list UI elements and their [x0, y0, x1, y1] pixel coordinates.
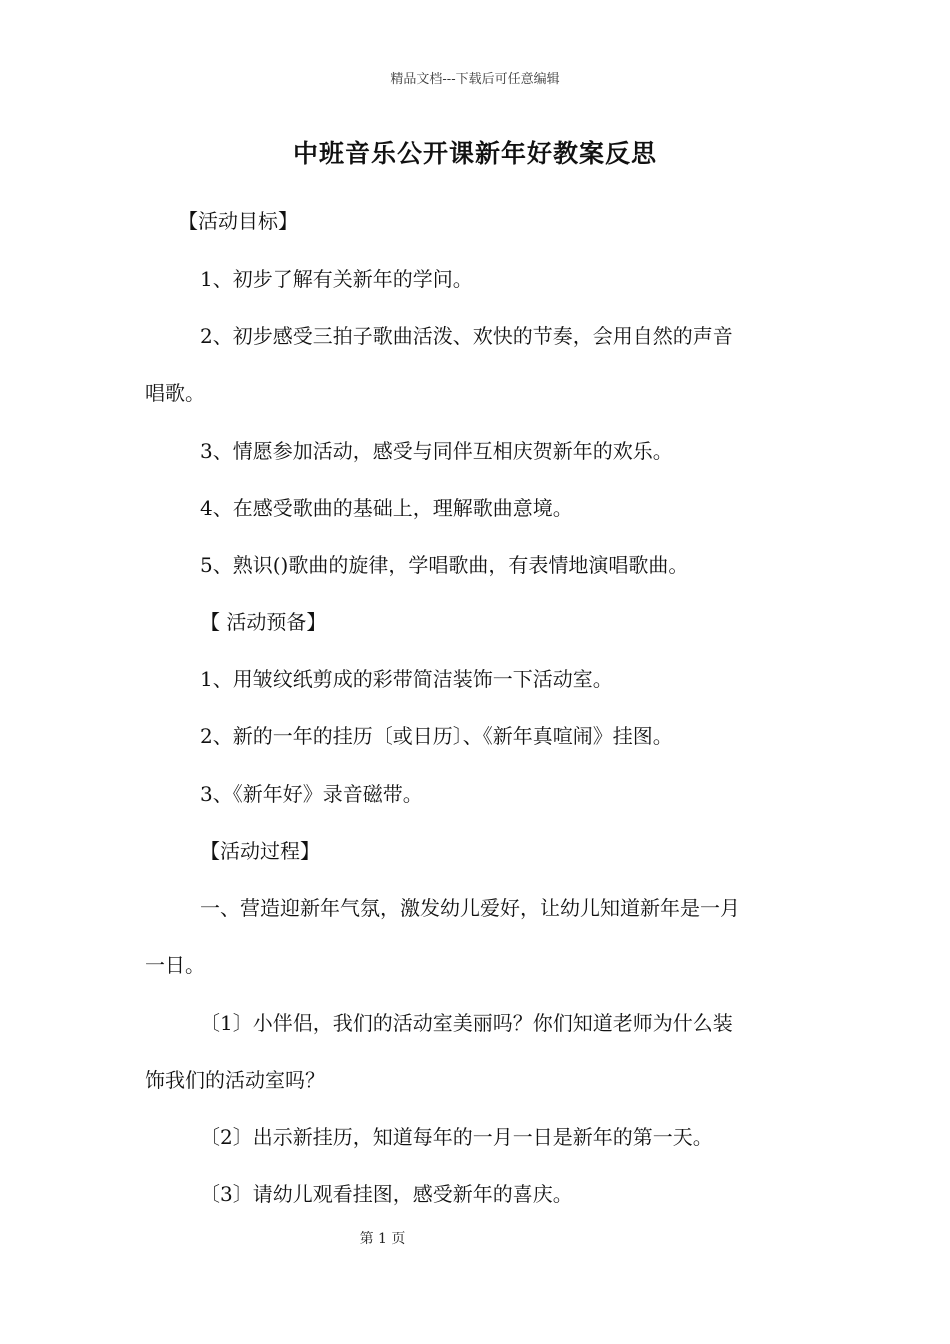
paragraph-line: 一、营造迎新年气氛，激发幼儿爱好，让幼儿知道新年是一月 — [200, 896, 740, 920]
paragraph-line: 饰我们的活动室吗？ — [145, 1068, 325, 1092]
paragraph-line: 3、情愿参加活动，感受与同伴互相庆贺新年的欢乐。 — [200, 439, 673, 463]
paragraph-line: 3、《新年好》录音磁带。 — [200, 782, 423, 806]
document-title: 中班音乐公开课新年好教案反思 — [292, 139, 657, 168]
paragraph-line: 唱歌。 — [145, 381, 205, 405]
paragraph-line: 〔3〕请幼儿观看挂图，感受新年的喜庆。 — [200, 1182, 573, 1206]
page-header-note: 精品文档---下载后可任意编辑 — [390, 72, 560, 87]
paragraph-line: 2、新的一年的挂历〔或日历〕、《新年真喧闹》挂图。 — [200, 724, 673, 748]
paragraph-line: 一日。 — [145, 953, 205, 977]
paragraph-line: 5、熟识()歌曲的旋律，学唱歌曲，有表情地演唱歌曲。 — [200, 553, 689, 577]
paragraph-line: 4、在感受歌曲的基础上，理解歌曲意境。 — [200, 496, 573, 520]
paragraph-line: 2、初步感受三拍子歌曲活泼、欢快的节奏，会用自然的声音 — [200, 324, 733, 348]
paragraph-line: 1、初步了解有关新年的学问。 — [200, 267, 473, 291]
paragraph-line: 1、用皱纹纸剪成的彩带简洁装饰一下活动室。 — [200, 667, 613, 691]
paragraph-line: 〔2〕出示新挂历，知道每年的一月一日是新年的第一天。 — [200, 1125, 713, 1149]
section-heading-preparation: 【 活动预备】 — [200, 610, 327, 634]
section-heading-process: 【活动过程】 — [200, 839, 320, 863]
page-number: 第 1 页 — [359, 1231, 406, 1247]
paragraph-line: 〔1〕小伴侣，我们的活动室美丽吗？你们知道老师为什么装 — [200, 1011, 733, 1035]
section-heading-goals: 【活动目标】 — [178, 209, 298, 233]
